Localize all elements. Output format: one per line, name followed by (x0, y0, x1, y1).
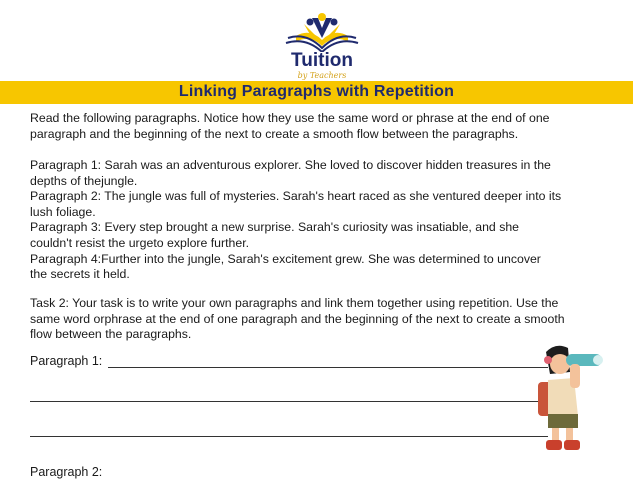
task-line: flow between the paragraphs. (30, 327, 192, 342)
answer-label-1: Paragraph 1: (30, 354, 103, 368)
paragraph-line: lush foliage. (30, 204, 96, 219)
paragraph-line: Paragraph 1: Sarah was an adventurous explorer. She loved to discover hidden treasures in the (30, 158, 551, 172)
logo-tagline: by Teachers (297, 71, 347, 80)
intro-line: Read the following paragraphs. Notice how they use the same word or phrase at the end of one (30, 111, 550, 125)
task-instructions (30, 296, 600, 343)
page-title: Linking Paragraphs with Repetition (178, 83, 455, 100)
answer-label-2: Paragraph 2: (30, 465, 103, 479)
task-line: same word orphrase at the end of one paragraph and the beginning of the next to create a smooth (30, 311, 565, 326)
answer-line[interactable] (30, 436, 548, 437)
answer-line[interactable] (30, 401, 548, 402)
paragraph-line: Paragraph 2: The jungle was full of mysteries. Sarah's heart raced as she ventured deeper into its (30, 189, 562, 204)
paragraph-line: Paragraph 3: Every step brought a new surprise. Sarah's curiosity was insatiable, and she (30, 220, 520, 235)
answer-line[interactable] (108, 367, 548, 368)
example-paragraphs (30, 158, 590, 283)
paragraph-line: Paragraph 4:Further into the jungle, Sarah's excitement grew. She was determined to uncover (30, 251, 541, 266)
tuition-logo (282, 10, 362, 82)
explorer-girl-illustration (536, 342, 611, 454)
intro-line: paragraph and the beginning of the next to create a smooth flow between the paragraphs. (30, 126, 519, 141)
paragraph-line: couldn't resist the urgeto explore further. (30, 235, 250, 250)
paragraph-line: depths of thejungle. (30, 173, 138, 188)
intro-text (30, 111, 590, 142)
paragraph-line: the secrets it held. (30, 267, 130, 282)
logo-name: Tuition (291, 50, 353, 71)
book-people-icon (282, 10, 362, 52)
task-line: Task 2: Your task is to write your own paragraphs and link them together using repetition. Use the (30, 296, 559, 310)
